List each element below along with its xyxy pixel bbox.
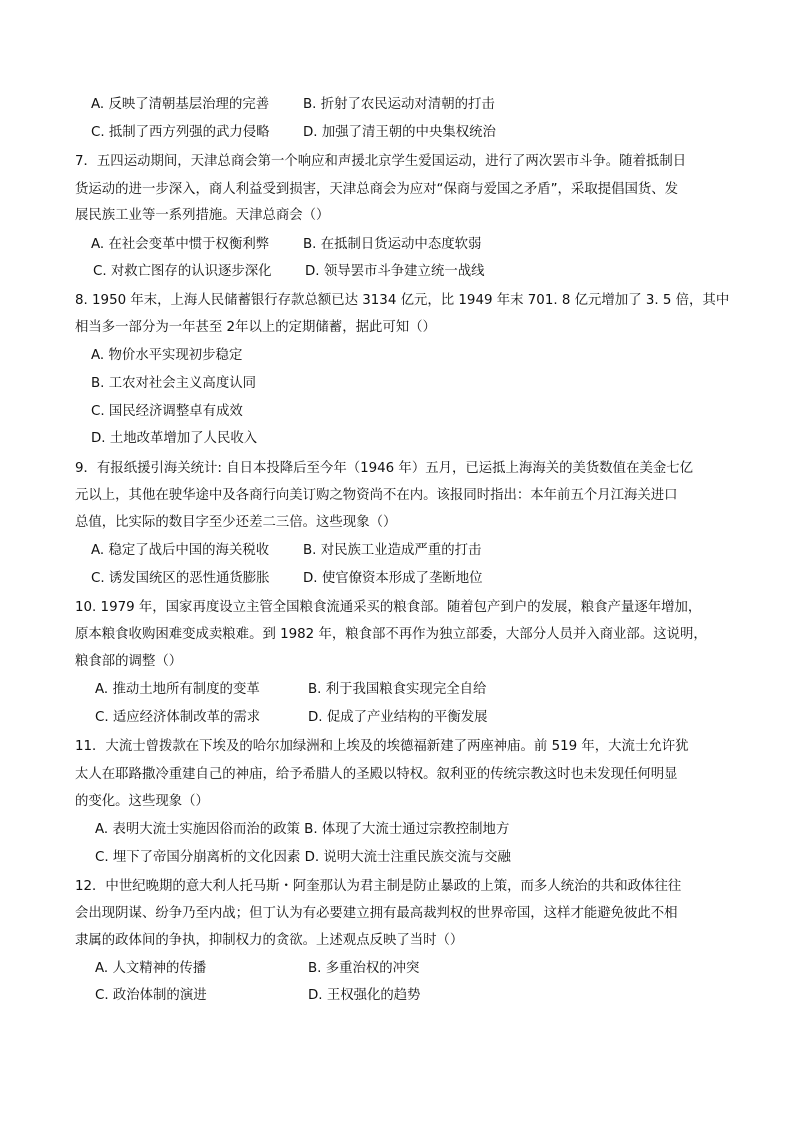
q12-option-a[interactable]: A. 人文精神的传播 [95,961,207,976]
q8-option-a[interactable]: A. 物价水平实现初步稳定 [91,348,243,363]
q12-option-d[interactable]: D. 王权强化的趋势 [308,988,421,1003]
q10-stem-line-2: 原本粮食收购困难变成卖粮难。到 1982 年，粮食部不再作为独立部委，大部分人员并入商业部。这说明， [75,627,707,642]
q10-option-d[interactable]: D. 促成了产业结构的平衡发展 [308,710,488,725]
q8-stem-line-2: 相当多一部分为一年甚至 2年以上的定期储蓄，据此可知（） [75,320,436,335]
q9-stem-line-2: 元以上，其他在驶华途中及各商行向美订购之物资尚不在内。该报同时指出：本年前五个月江海关进口 [75,488,678,503]
q6-option-a[interactable]: A. 反映了清朝基层治理的完善 [91,97,270,112]
q7-stem-line-3: 展民族工业等一系列措施。天津总商会（） [75,208,330,223]
q11-stem-line-3: 的变化。这些现象（） [75,794,209,809]
q12-option-c[interactable]: C. 政治体制的演进 [95,988,207,1003]
q7-stem-line-1: 7．五四运动期间，天津总商会第一个响应和声援北京学生爱国运动，进行了两次罢市斗争。随着抵制日 [75,154,687,169]
q7-option-a[interactable]: A. 在社会变革中惯于权衡利弊 [91,237,270,252]
q6-option-c[interactable]: C. 抵制了西方列强的武力侵略 [91,125,270,140]
q7-option-d[interactable]: D. 领导罢市斗争建立统一战线 [305,264,485,279]
q12-stem-line-3: 隶属的政体间的争执，抑制权力的贪欲。上述观点反映了当时（） [75,933,464,948]
q7-stem-line-2: 货运动的进一步深入，商人利益受到损害，天津总商会为应对“保商与爱国之矛盾”，采取提倡国货、发 [75,182,679,197]
q10-option-b[interactable]: B. 利于我国粮食实现完全自给 [308,682,487,697]
q8-option-b[interactable]: B. 工农对社会主义高度认同 [91,376,256,391]
q12-stem-line-2: 会出现阴谋、纷争乃至内战；但丁认为有必要建立拥有最高裁判权的世界帝国，这样才能避免彼此不相 [75,906,678,921]
q10-option-a[interactable]: A. 推动土地所有制度的变革 [95,682,260,697]
q7-option-c[interactable]: C. 对救亡图存的认识逐步深化 [93,264,272,279]
q11-options-ab[interactable]: A. 表明大流士实施因俗而治的政策 B. 体现了大流士通过宗教控制地方 [95,822,510,837]
q9-option-c[interactable]: C. 诱发国统区的恶性通货膨胀 [91,571,270,586]
q11-stem-line-2: 太人在耶路撒冷重建自己的神庙，给予希腊人的圣殿以特权。叙利亚的传统宗教这时也未发现任何明显 [75,767,678,782]
q12-option-b[interactable]: B. 多重治权的冲突 [308,961,420,976]
q9-option-a[interactable]: A. 稳定了战后中国的海关税收 [91,543,270,558]
q8-stem-line-1: 8. 1950 年末，上海人民储蓄银行存款总额已达 3134 亿元，比 1949 年末 701. 8 亿元增加了 3. 5 倍，其中 [75,293,730,308]
q12-stem-line-1: 12．中世纪晚期的意大利人托马斯・阿奎那认为君主制是防止暴政的上策，而多人统治的共和政体往往 [75,879,682,894]
q9-option-d[interactable]: D. 使官僚资本形成了垄断地位 [303,571,483,586]
q9-option-b[interactable]: B. 对民族工业造成严重的打击 [303,543,482,558]
q11-stem-line-1: 11．大流士曾拨款在下埃及的哈尔加绿洲和上埃及的埃德福新建了两座神庙。前 519 年，大流士允许犹 [75,739,689,754]
q8-option-c[interactable]: C. 国民经济调整卓有成效 [91,404,243,419]
q10-option-c[interactable]: C. 适应经济体制改革的需求 [95,710,261,725]
q11-options-cd[interactable]: C. 埋下了帝国分崩离析的文化因素 D. 说明大流士注重民族交流与交融 [95,850,511,865]
q6-option-d[interactable]: D. 加强了清王朝的中央集权统治 [303,125,496,140]
q10-stem-line-3: 粮食部的调整（） [75,654,183,669]
q9-stem-line-3: 总值，比实际的数目字至少还差二三倍。这些现象（） [75,515,397,530]
q8-option-d[interactable]: D. 土地改革增加了人民收入 [91,431,258,446]
q7-option-b[interactable]: B. 在抵制日货运动中态度软弱 [303,237,482,252]
q10-stem-line-1: 10. 1979 年，国家再度设立主管全国粮食流通采买的粮食部。随着包产到户的发展，粮食产量逐年增加， [75,600,702,615]
q6-option-b[interactable]: B. 折射了农民运动对清朝的打击 [303,97,495,112]
q9-stem-line-1: 9．有报纸援引海关统计: 自日本投降后至今年（1946 年）五月，已运抵上海海关的美货数值在美金七亿 [75,461,694,476]
